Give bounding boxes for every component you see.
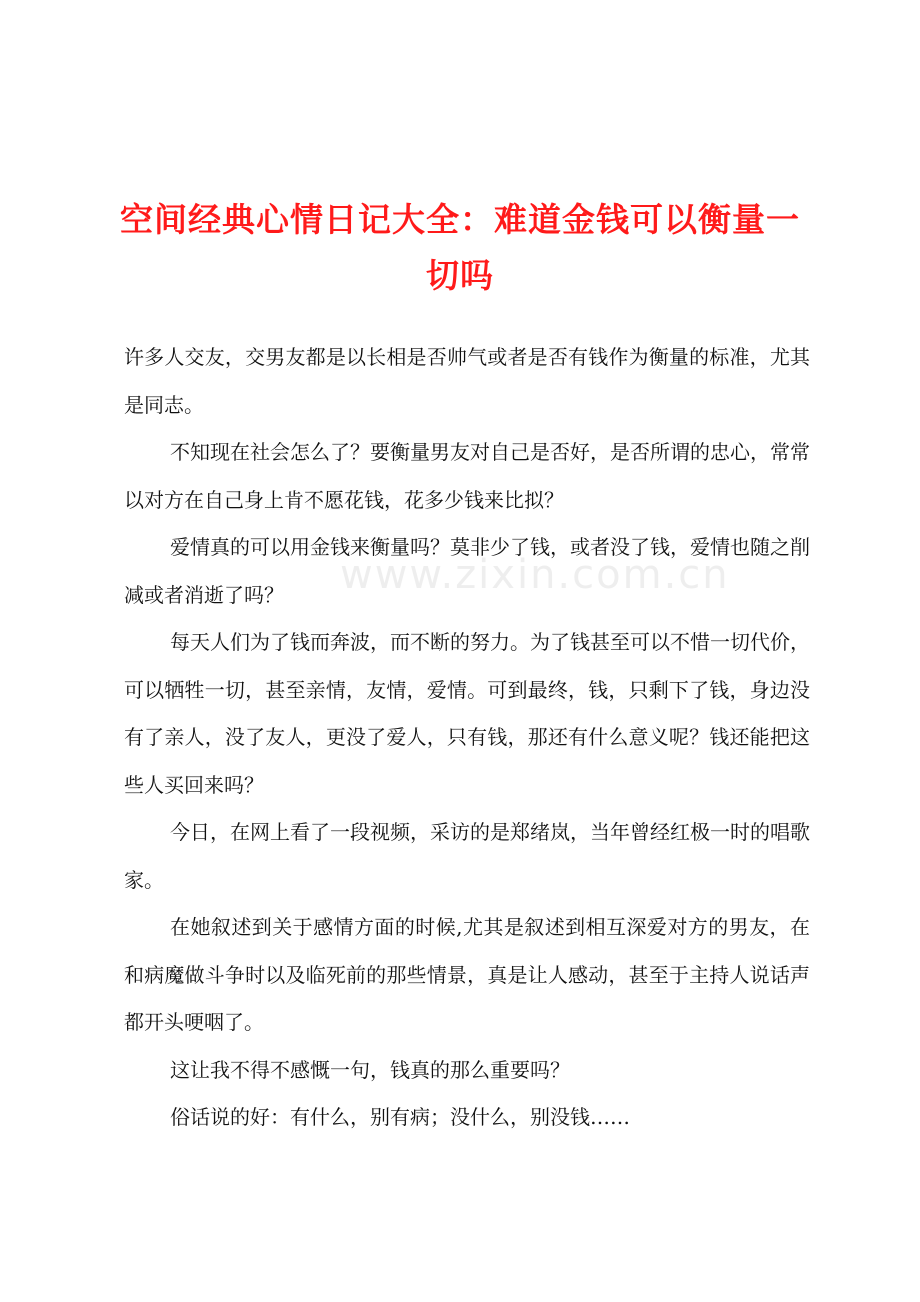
- document-title: 空间经典心情日记大全：难道金钱可以衡量一切吗: [120, 200, 800, 295]
- paragraph-2: 不知现在社会怎么了？要衡量男友对自己是否好，是否所谓的忠心，常常以对方在自己身上肯不愿花钱，花多少钱来比拟？: [124, 440, 810, 512]
- paragraph-5: 今日，在网上看了一段视频，采访的是郑绪岚，当年曾经红极一时的唱歌家。: [124, 820, 810, 892]
- paragraph-1: 许多人交友，交男友都是以长相是否帅气或者是否有钱作为衡量的标准，尤其是同志。: [124, 345, 810, 417]
- paragraph-3: 爱情真的可以用金钱来衡量吗？莫非少了钱，或者没了钱，爱情也随之削减或者消逝了吗？: [124, 535, 810, 607]
- paragraph-4: 每天人们为了钱而奔波，而不断的努力。为了钱甚至可以不惜一切代价，可以牺牲一切，甚至亲情，友情，爱情。可到最终，钱，只剩下了钱，身边没有了亲人，没了友人，更没了爱人，只有钱，那还有什么意义呢？钱还能把这些人买回来吗？: [124, 630, 810, 797]
- paragraph-7: 这让我不得不感慨一句，钱真的那么重要吗？: [170, 1057, 570, 1082]
- watermark: www.zixin.com.cn: [340, 552, 730, 598]
- paragraph-6: 在她叙述到关于感情方面的时候,尤其是叙述到相互深爱对方的男友，在和病魔做斗争时以及临死前的那些情景，真是让人感动，甚至于主持人说话声都开头哽咽了。: [124, 915, 810, 1034]
- document-body: [124, 334, 810, 1142]
- paragraph-8: 俗话说的好：有什么，别有病；没什么，别没钱……: [170, 1105, 630, 1129]
